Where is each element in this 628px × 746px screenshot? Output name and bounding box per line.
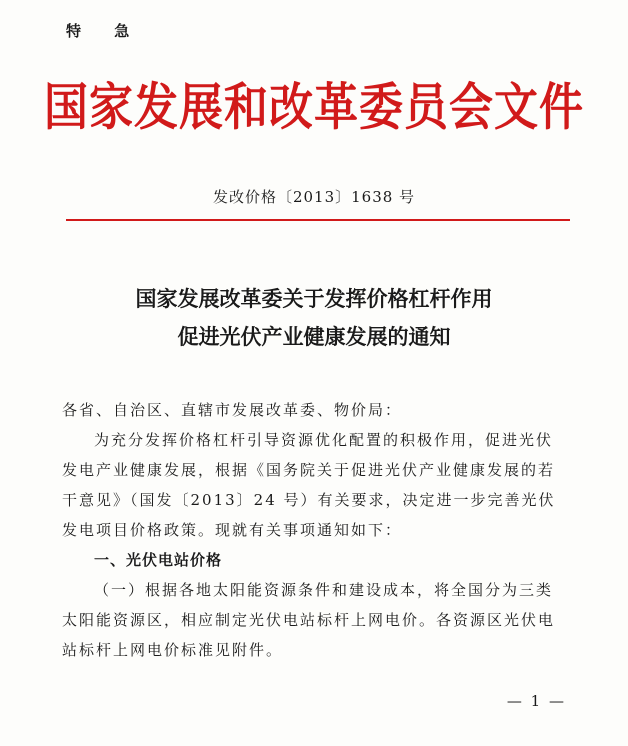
paragraph-section-1: （一）根据各地太阳能资源条件和建设成本，将全国分为三类太阳能资源区，相应制定光伏电站标杆上网电价。各资源区光伏电站标杆上网电价标准见附件。 — [62, 581, 556, 659]
document-title — [0, 280, 628, 356]
title-line-1: 国家发展改革委关于发挥价格杠杆作用 — [135, 287, 493, 311]
paragraph-intro: 为充分发挥价格杠杆引导资源优化配置的积极作用，促进光伏发电产业健康发展，根据《国务院关于促进光伏产业健康发展的若干意见》（国发〔2013〕24 号）有关要求，决定进一步完善光伏发电项目价格政策。现就有关事项通知如下： — [62, 431, 556, 539]
urgency-label: 特 急 — [66, 22, 144, 40]
section-heading-1: 一、光伏电站价格 — [94, 551, 223, 569]
page-number: — 1 — — [506, 692, 566, 710]
red-divider-line — [66, 219, 570, 221]
addressee-line: 各省、自治区、直辖市发展改革委、物价局： — [62, 401, 403, 419]
document-body — [62, 395, 568, 665]
document-number: 发改价格〔2013〕1638 号 — [212, 188, 416, 206]
issuer-masthead: 国家发展和改革委员会文件 — [44, 78, 584, 138]
title-line-2: 促进光伏产业健康发展的通知 — [177, 325, 451, 349]
